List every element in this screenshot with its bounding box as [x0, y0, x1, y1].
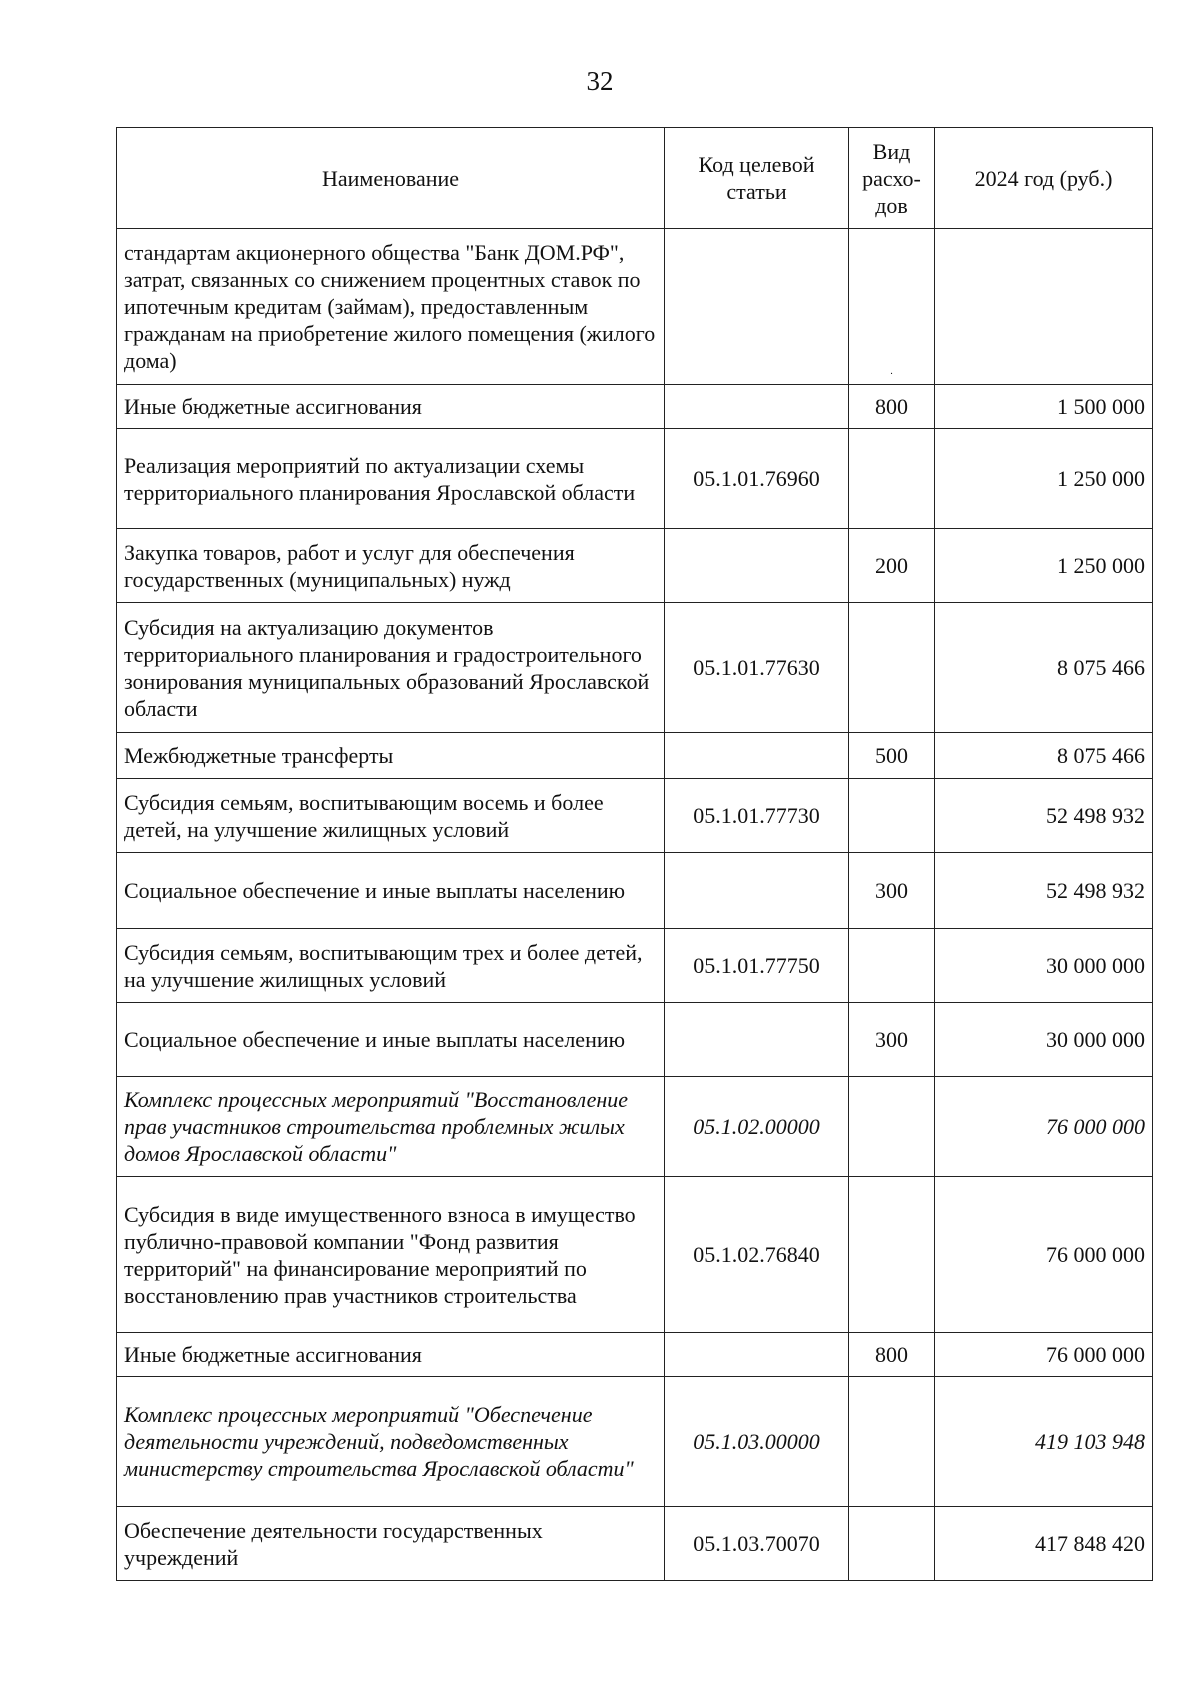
row-amount: 417 848 420 — [935, 1507, 1153, 1581]
row-amount: 419 103 948 — [935, 1377, 1153, 1507]
row-amount: 76 000 000 — [935, 1077, 1153, 1177]
row-kind: 500 — [849, 733, 935, 779]
header-name: Наименование — [117, 128, 665, 229]
row-code: 05.1.02.00000 — [665, 1077, 849, 1177]
row-amount: 1 250 000 — [935, 529, 1153, 603]
table-row — [117, 1003, 1153, 1077]
table-row — [117, 733, 1153, 779]
table-row — [117, 529, 1153, 603]
table-row — [117, 929, 1153, 1003]
row-kind — [849, 603, 935, 733]
row-code — [665, 1333, 849, 1377]
row-name: Субсидия на актуализацию документов территориального планирования и градостроительного зонирования муниципальных образований Ярославской области — [117, 603, 665, 733]
table-row — [117, 1377, 1153, 1507]
row-name: Закупка товаров, работ и услуг для обеспечения государственных (муниципальных) нужд — [117, 529, 665, 603]
row-code — [665, 529, 849, 603]
row-amount: 1 250 000 — [935, 429, 1153, 529]
row-amount: 30 000 000 — [935, 929, 1153, 1003]
row-name: Реализация мероприятий по актуализации схемы территориального планирования Ярославской области — [117, 429, 665, 529]
row-amount: 76 000 000 — [935, 1177, 1153, 1333]
row-name: Комплекс процессных мероприятий "Восстановление прав участников строительства проблемных жилых домов Ярославской области" — [117, 1077, 665, 1177]
row-amount: 8 075 466 — [935, 733, 1153, 779]
page-number: 32 — [586, 66, 614, 96]
row-kind — [849, 429, 935, 529]
row-amount: 52 498 932 — [935, 853, 1153, 929]
table-row — [117, 603, 1153, 733]
header-kind: Вид расхо- дов — [849, 128, 935, 229]
table-row — [117, 1177, 1153, 1333]
row-code: 05.1.01.77750 — [665, 929, 849, 1003]
row-code — [665, 229, 849, 385]
row-name: Субсидия в виде имущественного взноса в имущество публично-правовой компании "Фонд развития территорий" на финансирование мероприятий по восстановлению прав участников строительства — [117, 1177, 665, 1333]
row-amount: 76 000 000 — [935, 1333, 1153, 1377]
scan-dot: · — [889, 369, 894, 380]
row-kind: 300 — [849, 1003, 935, 1077]
row-amount: 30 000 000 — [935, 1003, 1153, 1077]
row-kind — [849, 779, 935, 853]
row-code: 05.1.02.76840 — [665, 1177, 849, 1333]
table-row — [117, 1333, 1153, 1377]
row-code — [665, 1003, 849, 1077]
header-code: Код целевой статьи — [665, 128, 849, 229]
row-name: Комплекс процессных мероприятий "Обеспечение деятельности учреждений, подведомственных министерству строительства Ярославской области" — [117, 1377, 665, 1507]
row-name: стандартам акционерного общества "Банк ДОМ.РФ", затрат, связанных со снижением процентных ставок по ипотечным кредитам (займам), предоставленным гражданам на приобретение жилого помещения (жилого дома) — [117, 229, 665, 385]
row-name: Иные бюджетные ассигнования — [117, 385, 665, 429]
table-row — [117, 229, 1153, 385]
row-amount: 1 500 000 — [935, 385, 1153, 429]
row-kind — [849, 1377, 935, 1507]
row-kind: 300 — [849, 853, 935, 929]
row-kind — [849, 1077, 935, 1177]
table-row — [117, 853, 1153, 929]
row-name: Субсидия семьям, воспитывающим трех и более детей, на улучшение жилищных условий — [117, 929, 665, 1003]
row-amount: 8 075 466 — [935, 603, 1153, 733]
row-amount — [935, 229, 1153, 385]
table-header-row — [117, 128, 1153, 229]
table-row — [117, 779, 1153, 853]
row-name: Социальное обеспечение и иные выплаты населению — [117, 1003, 665, 1077]
header-amount: 2024 год (руб.) — [935, 128, 1153, 229]
table-row — [117, 1507, 1153, 1581]
row-name: Субсидия семьям, воспитывающим восемь и более детей, на улучшение жилищных условий — [117, 779, 665, 853]
row-name: Иные бюджетные ассигнования — [117, 1333, 665, 1377]
row-code — [665, 733, 849, 779]
row-name: Межбюджетные трансферты — [117, 733, 665, 779]
row-code: 05.1.01.77730 — [665, 779, 849, 853]
row-amount: 52 498 932 — [935, 779, 1153, 853]
row-code — [665, 853, 849, 929]
budget-table — [116, 127, 1153, 1581]
row-kind — [849, 229, 935, 385]
table-row — [117, 1077, 1153, 1177]
row-name: Обеспечение деятельности государственных учреждений — [117, 1507, 665, 1581]
row-kind — [849, 929, 935, 1003]
table-row — [117, 385, 1153, 429]
row-kind: 200 — [849, 529, 935, 603]
row-code: 05.1.03.00000 — [665, 1377, 849, 1507]
row-code: 05.1.03.70070 — [665, 1507, 849, 1581]
row-kind: 800 — [849, 385, 935, 429]
row-kind: 800 — [849, 1333, 935, 1377]
row-name: Социальное обеспечение и иные выплаты населению — [117, 853, 665, 929]
table-row — [117, 429, 1153, 529]
row-kind — [849, 1507, 935, 1581]
row-kind — [849, 1177, 935, 1333]
row-code: 05.1.01.77630 — [665, 603, 849, 733]
row-code — [665, 385, 849, 429]
row-code: 05.1.01.76960 — [665, 429, 849, 529]
